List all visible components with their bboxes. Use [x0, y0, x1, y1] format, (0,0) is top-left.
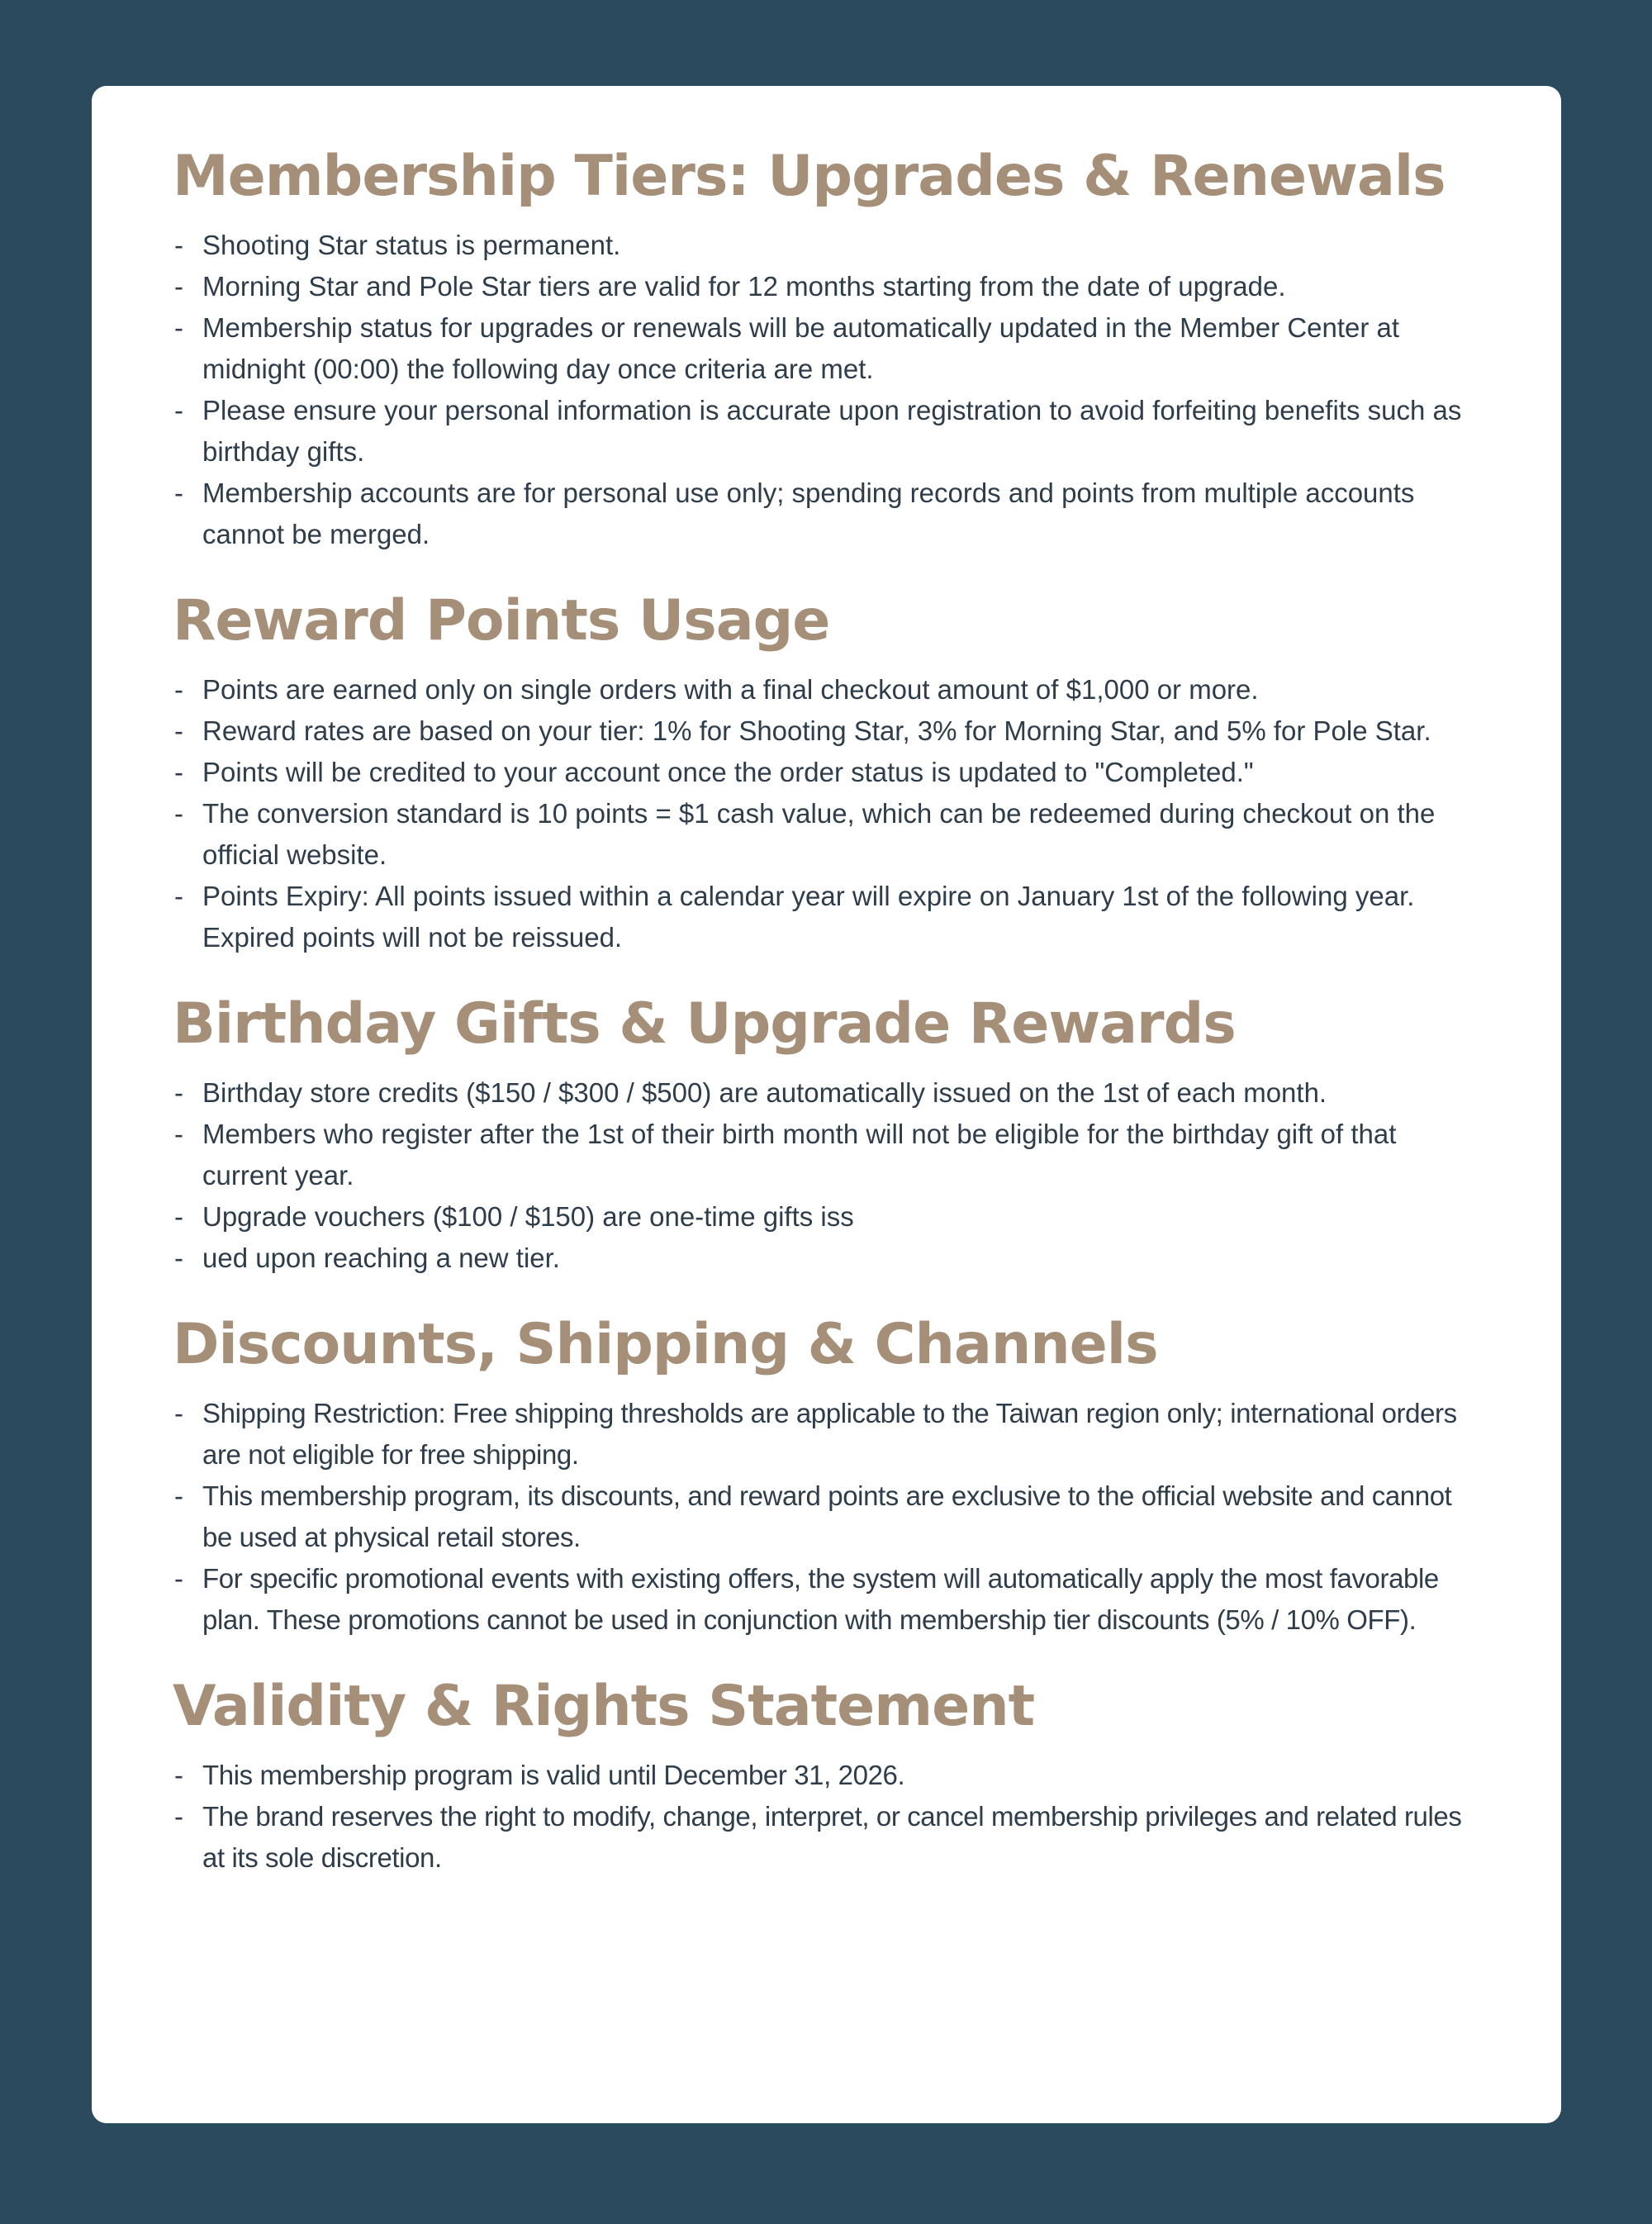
dash-bullet: -	[174, 715, 183, 746]
list-item-text: Birthday store credits ($150 / $300 / $500) are automatically issued on the 1st of each month.	[202, 1077, 1327, 1108]
section-title: Discounts, Shipping & Channels	[173, 1312, 1158, 1377]
list-item	[173, 752, 1480, 793]
list-item-text: Morning Star and Pole Star tiers are valid for 12 months starting from the date of upgrade.	[202, 271, 1286, 302]
list-item-text: ued upon reaching a new tier.	[202, 1243, 560, 1273]
list-item	[173, 876, 1480, 958]
dash-bullet: -	[174, 1201, 183, 1232]
list-item-text: This membership program is valid until December 31, 2026.	[202, 1760, 905, 1790]
dash-bullet: -	[174, 674, 183, 705]
list-item	[173, 473, 1480, 555]
list-item-text: Upgrade vouchers ($100 / $150) are one-time gifts iss	[202, 1201, 854, 1232]
dash-bullet: -	[174, 1563, 183, 1594]
list-item-text: Points Expiry: All points issued within a calendar year will expire on January 1st of the following year. Expired points will not be reissued.	[202, 881, 1415, 953]
list-item	[173, 390, 1480, 473]
list-item-text: Shipping Restriction: Free shipping thresholds are applicable to the Taiwan region only; international orders are not eligible for free shipping.	[202, 1398, 1457, 1470]
dash-bullet: -	[174, 395, 183, 425]
list-item-text: This membership program, its discounts, and reward points are exclusive to the official website and cannot be used at physical retail stores.	[202, 1480, 1452, 1552]
list-item-text: Reward rates are based on your tier: 1% for Shooting Star, 3% for Morning Star, and 5% for Pole Star.	[202, 715, 1431, 746]
list-item-text: Membership status for upgrades or renewals will be automatically updated in the Member Center at midnight (00:00) the following day once criteria are met.	[202, 312, 1400, 384]
list-item-text: Points are earned only on single orders with a final checkout amount of $1,000 or more.	[202, 674, 1259, 705]
section-title: Birthday Gifts & Upgrade Rewards	[173, 991, 1236, 1057]
dash-bullet: -	[174, 1760, 183, 1790]
section-title: Reward Points Usage	[173, 588, 830, 653]
list-item-text: Please ensure your personal information is accurate upon registration to avoid forfeiting benefits such as birthday gifts.	[202, 395, 1462, 467]
bullet-list	[173, 225, 1480, 555]
list-item	[173, 266, 1480, 307]
dash-bullet: -	[174, 312, 183, 343]
list-item	[173, 669, 1480, 710]
bullet-list	[173, 669, 1480, 958]
dash-bullet: -	[174, 1398, 183, 1428]
section-title: Membership Tiers: Upgrades & Renewals	[173, 144, 1446, 209]
dash-bullet: -	[174, 478, 183, 508]
dash-bullet: -	[174, 798, 183, 829]
list-item	[173, 1558, 1480, 1641]
list-item-text: Members who register after the 1st of their birth month will not be eligible for the birthday gift of that current year.	[202, 1119, 1397, 1190]
dash-bullet: -	[174, 1480, 183, 1511]
section-membership-tiers	[173, 140, 1480, 555]
list-item-text: Membership accounts are for personal use only; spending records and points from multiple accounts cannot be merged.	[202, 478, 1415, 549]
list-item	[173, 710, 1480, 752]
list-item-text: Points will be credited to your account once the order status is updated to "Completed."	[202, 757, 1254, 787]
list-item	[173, 307, 1480, 390]
section-discounts-shipping	[173, 1309, 1480, 1641]
dash-bullet: -	[174, 1119, 183, 1149]
list-item	[173, 1393, 1480, 1476]
dash-bullet: -	[174, 230, 183, 260]
bullet-list	[173, 1755, 1480, 1879]
dash-bullet: -	[174, 881, 183, 911]
list-item	[173, 1196, 1480, 1238]
list-item	[173, 1238, 1480, 1279]
list-item	[173, 1476, 1480, 1558]
list-item-text: For specific promotional events with existing offers, the system will automatically apply the most favorable plan. These promotions cannot be used in conjunction with membership tier discounts (5% / 10% OFF).	[202, 1563, 1439, 1635]
list-item	[173, 1755, 1480, 1796]
bullet-list	[173, 1393, 1480, 1641]
list-item-text: The brand reserves the right to modify, change, interpret, or cancel membership privileges and related rules at its sole discretion.	[202, 1801, 1462, 1873]
section-birthday-gifts	[173, 988, 1480, 1279]
list-item-text: Shooting Star status is permanent.	[202, 230, 621, 260]
dash-bullet: -	[174, 1077, 183, 1108]
dash-bullet: -	[174, 271, 183, 302]
dash-bullet: -	[174, 1801, 183, 1832]
section-title: Validity & Rights Statement	[173, 1674, 1035, 1739]
list-item-text: The conversion standard is 10 points = $1 cash value, which can be redeemed during checkout on the official website.	[202, 798, 1436, 870]
section-validity-rights	[173, 1670, 1480, 1879]
bullet-list	[173, 1072, 1480, 1279]
list-item	[173, 1072, 1480, 1114]
list-item	[173, 225, 1480, 266]
list-item	[173, 1796, 1480, 1879]
list-item	[173, 1114, 1480, 1196]
list-item	[173, 793, 1480, 876]
dash-bullet: -	[174, 1243, 183, 1273]
section-reward-points	[173, 585, 1480, 958]
terms-card	[92, 86, 1561, 2123]
dash-bullet: -	[174, 757, 183, 787]
